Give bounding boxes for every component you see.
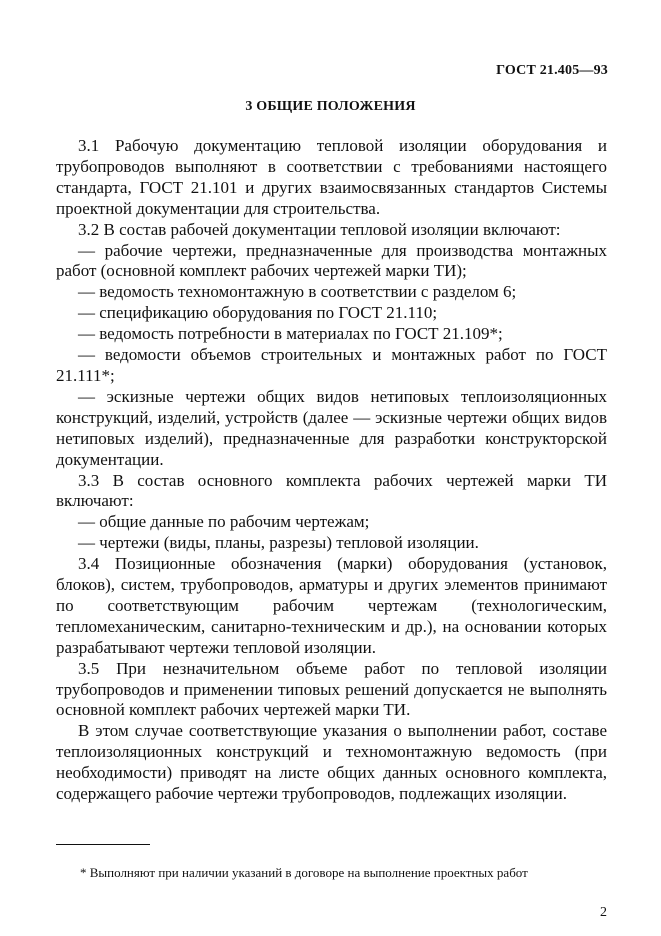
paragraph-3-3: 3.3 В состав основного комплекта рабочих чертежей марки ТИ включают: [56, 470, 607, 511]
list-item-materials-list: — ведомость потребности в материалах по ГОСТ 21.109*; [78, 324, 503, 344]
body-text [56, 136, 607, 805]
paragraph-3-5-continuation: В этом случае соответствующие указания о выполнении работ, составе теплоизоляционных конструкций и техномонтажную ведомость (при необходимости) приводят на листе общих данных основного комплекта, содержащего рабочие чертежи трубопроводов, подлежащих изоляции. [56, 721, 607, 804]
list-item-general-data: — общие данные по рабочим чертежам; [78, 512, 370, 532]
section-title: 3 ОБЩИЕ ПОЛОЖЕНИЯ [245, 99, 416, 114]
footnote-divider [56, 844, 150, 845]
footnote: * Выполняют при наличии указаний в договоре на выполнение проектных работ [80, 865, 528, 880]
paragraph-3-4: 3.4 Позиционные обозначения (марки) оборудования (установок, блоков), систем, трубопроводов, арматуры и других элементов принимают по соответствующим рабочим чертежам (технологическим, тепломеханическим, санитарно-техническим и др.), на основании которых разрабатывают чертежи тепловой изоляции. [56, 554, 607, 657]
list-item-techmount-list: — ведомость техномонтажную в соответствии с разделом 6; [78, 282, 517, 302]
page-number: 2 [600, 905, 607, 920]
list-item-works-volume: — ведомости объемов строительных и монтажных работ по ГОСТ 21.111*; [56, 345, 607, 385]
list-item-equipment-spec: — спецификацию оборудования по ГОСТ 21.110; [78, 303, 438, 323]
paragraph-3-2: 3.2 В состав рабочей документации тепловой изоляции включают: [78, 219, 561, 239]
list-item-insulation-drawings: — чертежи (виды, планы, разрезы) тепловой изоляции. [78, 533, 479, 553]
paragraph-3-5: 3.5 При незначительном объеме работ по тепловой изоляции трубопроводов и применении типовых решений допускается не выполнять основной комплект рабочих чертежей марки ТИ. [56, 658, 607, 720]
list-item-working-drawings: — рабочие чертежи, предназначенные для производства монтажных работ (основной комплект рабочих чертежей марки ТИ); [56, 240, 607, 281]
document-code: ГОСТ 21.405—93 [496, 63, 608, 78]
list-item-sketch-drawings: — эскизные чертежи общих видов нетиповых теплоизоляционных конструкций, изделий, устройств (далее — эскизные чертежи общих видов нетиповых изделий), предназначенные для разработки конструкторской документации. [56, 386, 607, 469]
paragraph-3-1: 3.1 Рабочую документацию тепловой изоляции оборудования и трубопроводов выполняют в соответствии с требованиями настоящего стандарта, ГОСТ 21.101 и других взаимосвязанных стандартов Системы проектной документации для строительства. [56, 136, 607, 218]
